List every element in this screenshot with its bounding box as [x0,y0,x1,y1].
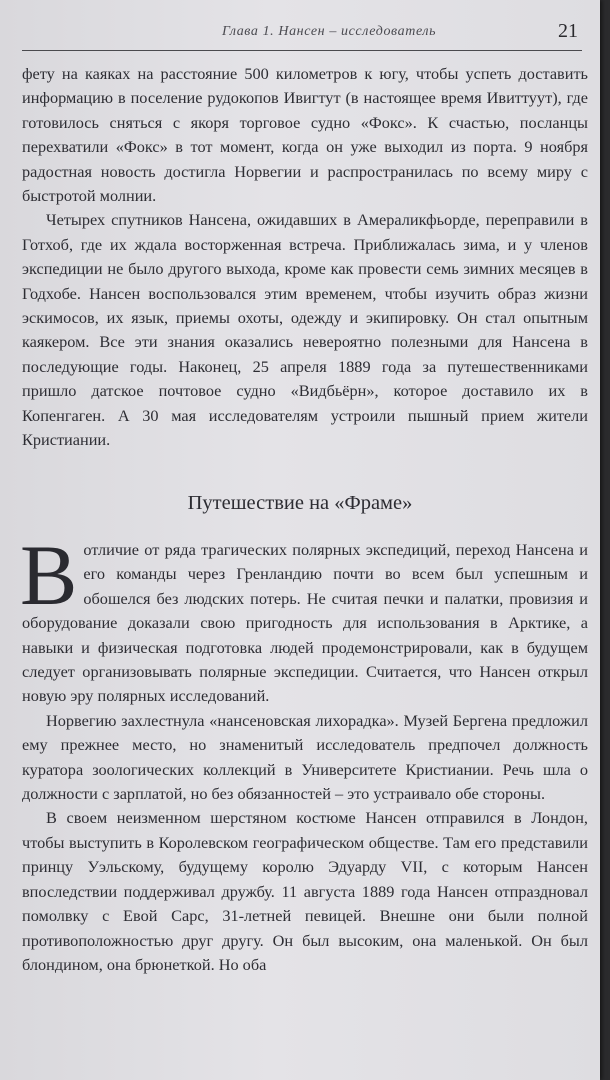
paragraph: Норвегию захлестнула «нансеновская лихорадка». Музей Бергена предложил ему прежнее место, но знаменитый исследователь предпочел должность куратора зоологических коллекций в Университете Кристиании. Речь шла о должности с зарплатой, но без обязанностей – это устраивало обе стороны. [22,710,588,804]
text-block-section [20,527,588,977]
text-block-top [22,62,588,453]
page-number: 21 [558,20,578,42]
paragraph-text: отличие от ряда трагических полярных экспедиций, переход Нансена и его команды через Гренландию почти во всем был успешным и обошелся без людских потерь. Не считая печки и палатки, провизия и оборудование доказали свою пригодность для использования в Арктике, а навыки и физическая подготовка людей продемонстрировали, как в будущем следует организовывать полярные экспедиции. Считается, что Нансен открыл новую эру полярных исследований. [22,540,588,706]
paragraph: фету на каяках на расстояние 500 километров к югу, чтобы успеть доставить информацию в поселение рудокопов Ивигтут (в настоящее время Ивиттуут), где готовилось сняться с якоря торговое судно «Фокс». К счастью, посланцы перехватили «Фокс» в тот момент, когда он уже выходил из порта. 9 ноября радостная новость достигла Норвегии и распространилась по всему миру с быстротой молнии. [22,64,588,206]
running-header [22,18,582,51]
paragraph: Четырех спутников Нансена, ожидавших в Амераликфьорде, переправили в Готхоб, где их ждала восторженная встреча. Приближалась зима, и у членов экспедиции не было другого выхода, кроме как провести семь зимних месяцев в Годхобе. Нансен воспользовался этим временем, чтобы изучить образ жизни эскимосов, их язык, приемы охоты, одежду и экипировку. Он стал опытным каякером. Все эти знания оказались невероятно полезными для Нансена в последующие годы. Наконец, 25 апреля 1889 года за путешественниками пришло датское почтовое судно «Видбьёрн», которое доставило их в Копенгаген. А 30 мая исследователям устроили пышный прием жители Кристиании. [22,210,588,450]
paragraph: В своем неизменном шерстяном костюме Нансен отправился в Лондон, чтобы выступить в Королевском географическом обществе. Там его представили принцу Уэльскому, будущему королю Эдуарду VII, с которым Нансен впоследствии поддерживал дружбу. 11 августа 1889 года Нансен отпраздновал помолвку с Евой Сарс, 31-летней певицей. Внешне они были полной противоположностью друг другу. Он был высоким, она маленькой. Он был блондином, она брюнеткой. Но оба [22,808,588,974]
section-heading: Путешествие на «Фраме» [187,492,413,514]
drop-cap-letter: В [20,527,78,623]
paragraph-with-dropcap [20,527,588,709]
chapter-title: Глава 1. Нансен – исследователь [222,24,437,39]
